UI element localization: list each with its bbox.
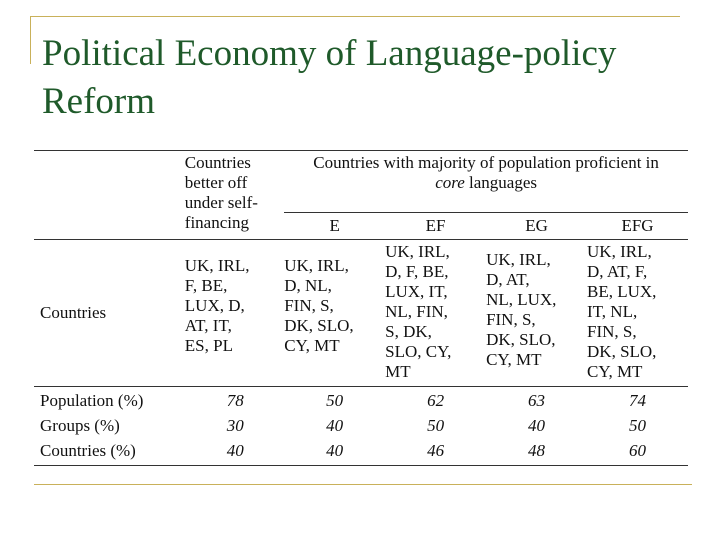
country-line: UK, IRL, (486, 250, 551, 269)
stat-value: 46 (427, 441, 445, 460)
stat-row-countries (34, 436, 688, 466)
proficiency-table (34, 150, 688, 466)
header-self-financing (185, 151, 284, 240)
stat-label-groups: Groups (%) (40, 416, 120, 435)
country-line: FIN, S, (284, 296, 334, 315)
header-group-majority (284, 151, 688, 213)
country-line: BE, LUX, (587, 282, 657, 301)
country-line: D, F, BE, (385, 262, 449, 281)
country-line: MT (385, 362, 411, 381)
stat-value: 60 (629, 441, 646, 460)
countries-row (34, 240, 688, 387)
stat-value: 78 (226, 391, 244, 410)
country-line: SLO, CY, (385, 342, 452, 361)
stat-value: 30 (226, 416, 244, 435)
bottom-accent-rule (34, 484, 692, 485)
stat-value: 74 (629, 391, 646, 410)
country-line: ES, PL (184, 336, 233, 355)
country-line: LUX, D, (184, 296, 245, 315)
header-self-financing-line: financing (184, 213, 249, 232)
country-line: AT, IT, (184, 316, 232, 335)
title-line-2: Reform (42, 81, 156, 122)
header-self-financing-line: under self- (184, 193, 258, 212)
header-self-financing-line: better off (184, 173, 248, 192)
header-empty-cell (34, 151, 185, 240)
stat-value: 40 (326, 441, 344, 460)
stat-value: 48 (528, 441, 546, 460)
country-line: UK, IRL, (385, 242, 450, 261)
country-line: D, AT, (486, 270, 530, 289)
corner-rule-horizontal (30, 16, 680, 17)
countries-cell-eg (486, 240, 587, 387)
corner-rule-vertical (30, 16, 31, 64)
stat-value: 40 (326, 416, 344, 435)
countries-cell-efg (587, 240, 688, 387)
column-header-eg: EG (525, 216, 548, 236)
stat-value: 50 (629, 416, 646, 435)
country-line: S, DK, (385, 322, 432, 341)
title-line-1: Political Economy of Language-policy (42, 33, 617, 74)
data-table-container (34, 150, 688, 466)
country-line: D, AT, F, (587, 262, 648, 281)
column-header-ef: EF (425, 216, 446, 236)
column-header-e: E (329, 216, 340, 236)
countries-cell-e (284, 240, 385, 387)
stat-value: 40 (528, 416, 546, 435)
header-self-financing-line: Countries (184, 153, 251, 172)
header-group-line-1: Countries with majority of population proficient in (313, 153, 659, 172)
countries-cell-self-financing (185, 240, 284, 387)
header-group-line-2 (284, 173, 688, 193)
country-line: UK, IRL, (284, 256, 349, 275)
stat-value: 40 (226, 441, 244, 460)
stat-value: 50 (326, 391, 344, 410)
stat-label-countries: Countries (%) (40, 441, 136, 460)
country-line: D, NL, (284, 276, 332, 295)
slide-title (42, 30, 692, 126)
stat-value: 63 (528, 391, 546, 410)
column-header-efg: EFG (621, 216, 654, 236)
country-line: UK, IRL, (587, 242, 652, 261)
country-line: UK, IRL, (184, 256, 250, 275)
stat-label-population: Population (%) (40, 391, 144, 410)
country-line: F, BE, (184, 276, 228, 295)
stat-row-groups (34, 411, 688, 436)
country-line: NL, LUX, (486, 290, 557, 309)
country-line: IT, NL, (587, 302, 638, 321)
countries-row-label: Countries (40, 303, 107, 322)
country-line: DK, SLO, (587, 342, 657, 361)
country-line: DK, SLO, (284, 316, 354, 335)
country-line: DK, SLO, (486, 330, 556, 349)
header-languages-word: languages (464, 173, 537, 192)
stat-value: 50 (427, 416, 445, 435)
country-line: CY, MT (587, 362, 643, 381)
country-line: NL, FIN, (385, 302, 448, 321)
country-line: FIN, S, (587, 322, 637, 341)
country-line: FIN, S, (486, 310, 536, 329)
country-line: LUX, IT, (385, 282, 448, 301)
country-line: CY, MT (284, 336, 340, 355)
header-core-word: core (435, 173, 465, 192)
stat-row-population (34, 387, 688, 412)
countries-cell-ef (385, 240, 486, 387)
stat-value: 62 (427, 391, 445, 410)
header-row-1 (34, 151, 688, 213)
country-line: CY, MT (486, 350, 542, 369)
